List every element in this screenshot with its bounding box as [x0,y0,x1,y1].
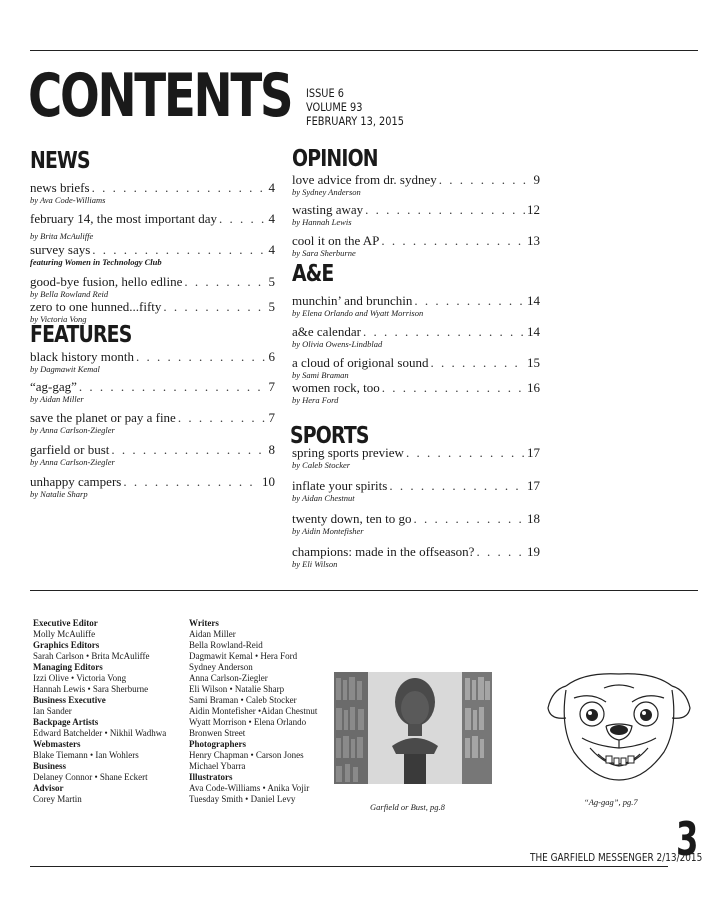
entry-page: 10 [262,474,275,489]
entry-title: zero to one hunned...fifty [30,299,162,314]
entry-page: 14 [527,293,540,308]
toc-entry[interactable] [30,299,275,324]
entry-page: 4 [268,180,275,195]
staff-names: Ian Sander [33,706,72,716]
staff-role: Illustrators [189,772,233,782]
entry-title: black history month [30,349,134,364]
staff-names: Ava Code-Williams • Anika Vojir [189,783,310,793]
entry-byline: by Aidin Montefisher [292,526,364,536]
staff-role: Business [33,761,67,771]
staff-list-right [189,618,317,805]
opinion-heading: OPINION [292,146,378,172]
staff-names: Sarah Carlson • Brita McAuliffe [33,651,150,661]
sports-section [290,423,540,569]
sports-heading: SPORTS [290,423,369,449]
entry-page: 17 [527,478,540,493]
toc-entry[interactable] [30,379,275,404]
entry-title: wasting away [292,202,364,217]
toc-entry[interactable] [290,544,540,569]
entry-byline: by Ava Code-Williams [30,195,106,205]
entry-byline: by Bella Rowland Reid [30,289,109,299]
volume-number: VOLUME 93 [306,100,363,114]
entry-byline: by Caleb Stocker [292,460,351,470]
staff-names: Aidan Miller [189,629,236,639]
staff-names: Eli Wilson • Natalie Sharp [189,684,285,694]
toc-entry[interactable] [30,211,275,241]
entry-title: spring sports preview [292,445,404,460]
staff-names: Edward Batchelder • Nikhil Wadhwa [33,728,167,738]
entry-byline: by Eli Wilson [292,559,338,569]
toc-entry[interactable] [290,445,540,470]
staff-names: Hannah Lewis • Sara Sherburne [33,684,149,694]
news-heading: NEWS [30,148,90,174]
pug-illustration [544,668,694,788]
entry-page: 5 [268,274,275,289]
toc-entry[interactable] [30,410,275,435]
entry-page: 17 [527,445,540,460]
issue-number: ISSUE 6 [306,86,344,100]
staff-names: Tuesday Smith • Daniel Levy [189,794,296,804]
entry-page: 13 [527,233,540,248]
entry-byline: by Sami Braman [292,370,349,380]
entry-byline: by Aidan Miller [30,394,84,404]
bust-photo-graphic [334,672,492,784]
staff-role: Business Executive [33,695,106,705]
opinion-section [292,146,540,258]
features-section [30,322,275,499]
toc-entry[interactable] [292,202,540,227]
entry-title: good-bye fusion, hello edline [30,274,183,289]
entry-byline: by Brita McAuliffe [30,231,94,241]
features-heading: FEATURES [30,322,132,348]
entry-page: 14 [527,324,540,339]
staff-names: Corey Martin [33,794,82,804]
toc-entry[interactable] [30,474,275,499]
toc-entry[interactable] [30,274,275,299]
toc-entry[interactable] [290,478,540,503]
toc-entry[interactable] [30,242,275,267]
staff-role: Executive Editor [33,618,98,628]
top-rule [30,50,698,51]
entry-page: 4 [268,242,275,257]
entry-page: 4 [268,211,275,226]
toc-entry[interactable] [290,511,540,536]
entry-page: 12 [527,202,540,217]
entry-title: inflate your spirits [292,478,388,493]
entry-title: save the planet or pay a fine [30,410,176,425]
entry-title: champions: made in the offseason? [292,544,475,559]
entry-page: 8 [268,442,275,457]
entry-page: 7 [268,410,275,425]
staff-names: Sydney Anderson [189,662,253,672]
entry-byline: by Aidan Chestnut [292,493,355,503]
staff-role: Backpage Artists [33,717,99,727]
toc-entry[interactable] [292,293,540,318]
ae-heading: A&E [292,261,334,287]
entry-byline: by Anna Carlson-Ziegler [30,457,115,467]
middle-rule [30,590,698,591]
entry-title: a cloud of origional sound [292,355,429,370]
staff-names: Aidin Montefisher •Aidan Chestnut [189,706,318,716]
footer-publication: THE GARFIELD MESSENGER 2/13/2015 [530,852,703,864]
staff-role: Graphics Editors [33,640,100,650]
entry-title: love advice from dr. sydney [292,172,437,187]
entry-byline: by Dagmawit Kemal [30,364,100,374]
entry-page: 16 [527,380,540,395]
entry-byline: by Anna Carlson-Ziegler [30,425,115,435]
toc-entry[interactable] [30,442,275,467]
staff-list-left [33,618,166,805]
entry-title: garfield or bust [30,442,110,457]
staff-role: Webmasters [33,739,81,749]
entry-page: 9 [533,172,540,187]
entry-page: 19 [527,544,540,559]
bottom-rule [30,866,668,867]
staff-names: Bronwen Street [189,728,246,738]
entry-byline: by Sara Sherburne [292,248,356,258]
entry-title: cool it on the AP [292,233,380,248]
entry-byline: by Hera Ford [292,395,339,405]
entry-title: twenty down, ten to go [292,511,412,526]
staff-role: Managing Editors [33,662,103,672]
staff-names: Delaney Connor • Shane Eckert [33,772,148,782]
issue-date: FEBRUARY 13, 2015 [306,114,404,128]
entry-title: february 14, the most important day [30,211,218,226]
toc-entry[interactable] [292,324,540,349]
page-number: 3 [676,812,699,866]
entry-byline: by Natalie Sharp [30,489,88,499]
staff-names: Blake Tiemann • Ian Wohlers [33,750,139,760]
entry-page: 18 [527,511,540,526]
toc-entry[interactable] [292,233,540,258]
entry-byline: by Sydney Anderson [292,187,361,197]
staff-names: Bella Rowland-Reid [189,640,263,650]
staff-role: Advisor [33,783,64,793]
entry-title: a&e calendar [292,324,361,339]
entry-byline: by Hannah Lewis [292,217,352,227]
page-title: CONTENTS [28,61,292,131]
issue-info [306,86,404,128]
staff-role: Photographers [189,739,246,749]
toc-entry[interactable] [292,172,540,197]
bust-photo [334,672,492,784]
entry-title: munchin’ and brunchin [292,293,413,308]
entry-title: “ag-gag” [30,379,77,394]
entry-page: 15 [527,355,540,370]
ae-section [292,261,540,405]
toc-entry[interactable] [30,180,275,205]
entry-title: news briefs [30,180,90,195]
photo-caption: Garfield or Bust, pg.8 [370,802,445,812]
entry-page: 7 [268,379,275,394]
illustration-caption: “Ag-gag”, pg.7 [584,797,638,807]
staff-names: Anna Carlson-Ziegler [189,673,268,683]
staff-names: Henry Chapman • Carson Jones [189,750,304,760]
toc-entry[interactable] [292,355,540,380]
entry-byline: by Victoria Vong [30,314,87,324]
staff-names: Izzi Olive • Victoria Vong [33,673,127,683]
entry-page: 5 [268,299,275,314]
staff-role: Writers [189,618,219,628]
staff-names: Dagmawit Kemal • Hera Ford [189,651,298,661]
entry-title: survey says [30,242,91,257]
entry-page: 6 [268,349,275,364]
toc-entry[interactable] [30,349,275,374]
staff-names: Michael Ybarra [189,761,246,771]
entry-byline: by Olivia Owens-Lindblad [292,339,383,349]
entry-byline: featuring Women in Technology Club [30,257,162,267]
toc-entry[interactable] [292,380,540,405]
entry-title: unhappy campers [30,474,122,489]
entry-title: women rock, too [292,380,380,395]
staff-names: Wyatt Morrison • Elena Orlando [189,717,307,727]
entry-byline: by Elena Orlando and Wyatt Morrison [292,308,424,318]
news-section [30,148,275,324]
staff-names: Molly McAuliffe [33,629,96,639]
staff-names: Sami Braman • Caleb Stocker [189,695,297,705]
